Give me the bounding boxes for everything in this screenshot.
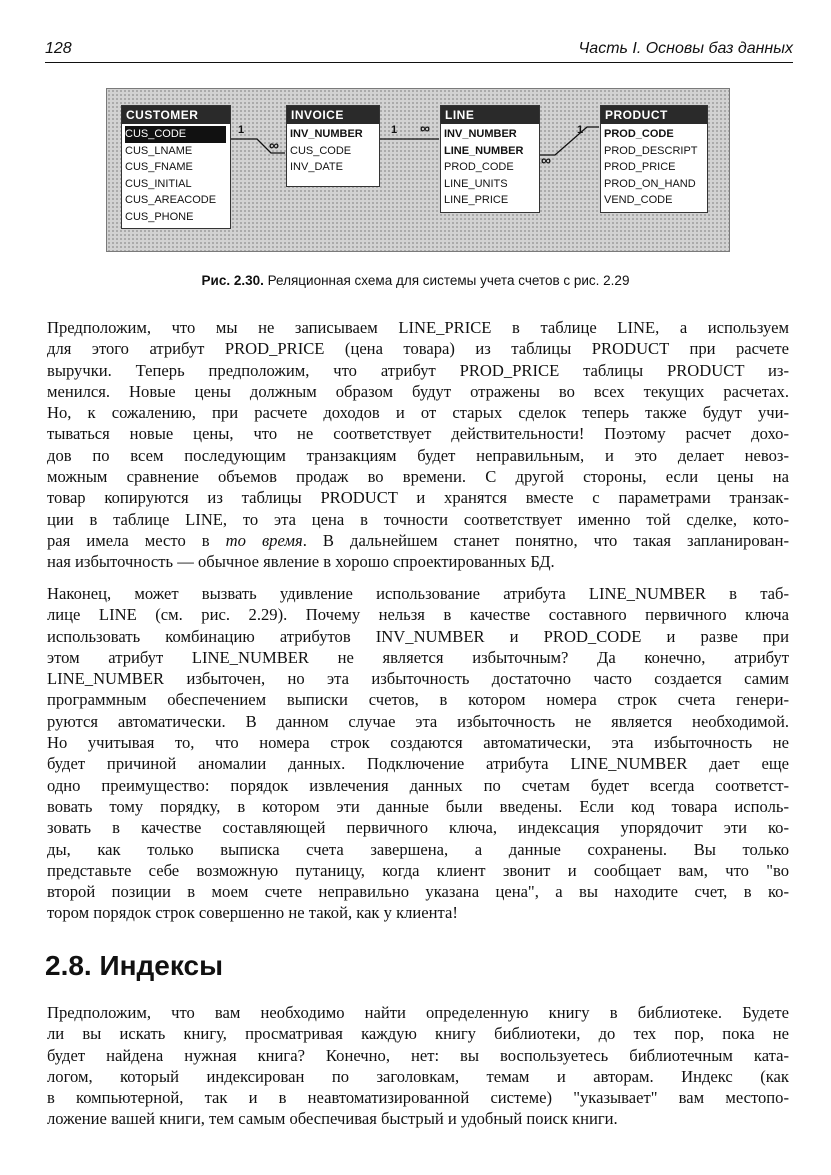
text-line: тором порядок строк совершенно не такой, как у клиента! [47, 903, 458, 923]
table-field: LINE_PRICE [444, 194, 509, 206]
italic-emphasis: то время [225, 530, 303, 550]
table-field: CUS_CODE [290, 144, 352, 157]
text-line: руются автоматически. В данном случае эта избыточность не является необходимой. [47, 711, 789, 731]
relationship-line-line-product [539, 127, 599, 155]
text-line: лице LINE (см. рис. 2.29). Почему нельзя в качестве составного первичного ключа [47, 605, 789, 625]
caption-text: Реляционная схема для системы учета счетов с рис. 2.29 [263, 273, 630, 288]
text-line: дов по всем последующим транзакциям будет неправильным, и это делает невоз- [47, 445, 789, 465]
text-line: этом атрибут LINE_NUMBER не является избыточным? Да конечно, атрибут [47, 647, 789, 667]
table-field: PROD_ON_HAND [604, 177, 696, 190]
rel-one-label: 1 [577, 124, 584, 136]
table-invoice [286, 105, 380, 187]
text-line: программным обеспечением выписки счетов, в котором номера строк счета генери- [47, 690, 789, 710]
text-line: в компьютерной, так и в неавтоматизированной системе) "указывает" вам местопо- [47, 1088, 789, 1108]
text-line: будет найдена нужная книга? Конечно, нет: вы воспользуетесь библиотечным ката- [47, 1045, 789, 1065]
text-line: использовать комбинацию атрибутов INV_NUMBER и PROD_CODE и разве при [47, 626, 789, 646]
relational-schema-figure [106, 88, 730, 252]
table-customer [121, 105, 231, 229]
table-field: CUS_LNAME [125, 144, 193, 157]
paragraph-line-number [47, 583, 789, 924]
chapter-title: Часть I. Основы баз данных [578, 40, 793, 57]
table-field: PROD_CODE [444, 161, 514, 173]
table-field: INV_DATE [290, 161, 343, 173]
text-line: Предположим, что мы не записываем LINE_PRICE в таблице LINE, а используем [47, 318, 789, 337]
table-field: PROD_DESCRIPT [604, 144, 698, 157]
text-line: ли вы искать книгу, просматривая каждую книгу библиотеки, до тех пор, пока не [47, 1024, 789, 1044]
text-line: Предположим, что вам необходимо найти определенную книгу в библиотеке. Будете [47, 1003, 789, 1022]
table-field: CUS_CODE [125, 126, 226, 143]
text-line [47, 530, 789, 551]
table-field: CUS_AREACODE [125, 194, 217, 206]
text-line: ная избыточность — обычное явление в хорошо спроектированных БД. [47, 552, 555, 572]
table-title: LINE [441, 106, 539, 124]
table-title: CUSTOMER [122, 106, 230, 124]
table-title: INVOICE [287, 106, 379, 124]
text-line: товар копируются из таблицы PRODUCT и хранятся вместе с параметрами транзак- [47, 488, 789, 508]
text-line: ции в таблице LINE, то эта цена в точности соответствует именно той сделке, кото- [47, 509, 789, 529]
rel-one-label: 1 [238, 124, 245, 136]
table-field: CUS_PHONE [125, 210, 194, 223]
paragraph-planned-redundancy [47, 317, 789, 573]
table-title: PRODUCT [601, 106, 707, 124]
text-line: будет причиной аномалии данных. Подключение атрибута LINE_NUMBER дает еще [47, 754, 789, 774]
text-line: менился. Новые цены должным образом будут отражены во всех текущих расчетах. [47, 381, 789, 401]
paragraph-indexes [47, 1002, 789, 1130]
page-number: 128 [45, 40, 72, 57]
text-line: для этого атрибут PROD_PRICE (цена товара) из таблицы PRODUCT при расчете [47, 339, 789, 359]
text-line: ды, как только выписка счета завершена, а данные сохранены. Вы только [47, 839, 789, 859]
text-line: второй позиции в моем счете неправильно указана цена", а вы находите счет, в ко- [47, 882, 789, 902]
text-line: одно преимущество: порядок извлечения данных по счетам будет всегда соответст- [47, 775, 789, 795]
table-field: INV_NUMBER [444, 128, 517, 140]
table-product [600, 105, 708, 213]
figure-caption [0, 273, 831, 288]
text-line: вовать тому порядку, в котором эти данные были введены. Если код товара исполь- [47, 796, 789, 816]
text-line: логом, который индексирован по заголовкам, темам и авторам. Индекс (как [47, 1066, 789, 1086]
table-line [440, 105, 540, 213]
rel-one-label: 1 [391, 124, 398, 136]
section-heading: 2.8. Индексы [45, 950, 223, 981]
text-line: выручки. Теперь предположим, что атрибут PROD_PRICE таблицы PRODUCT из- [47, 360, 789, 380]
text-line: LINE_NUMBER избыточен, но эта избыточность достаточно часто создается самим [47, 669, 789, 689]
table-field: LINE_NUMBER [444, 144, 524, 157]
text-line: ложение вашей книги, тем самым обеспечивая быстрый и удобный поиск книги. [47, 1109, 618, 1129]
text-line: можным сравнение объемов продаж во времени. С другой стороны, если цены на [47, 467, 789, 487]
text-line: зовать в качестве составляющей первичного ключа, индексация упорядочит эти ко- [47, 818, 789, 838]
table-field: VEND_CODE [604, 194, 673, 206]
table-field: CUS_INITIAL [125, 177, 192, 190]
text-line: тываться новые цены, что не соответствует действительности! Поэтому расчет дохо- [47, 424, 789, 444]
table-field: CUS_FNAME [125, 161, 193, 173]
table-field: PROD_CODE [604, 128, 674, 140]
table-field: LINE_UNITS [444, 177, 508, 190]
text-line: Но учитывая то, что номера строк создаются автоматически, эта избыточность не [47, 733, 789, 753]
rel-many-label: ∞ [420, 120, 430, 136]
text-line: представьте себе возможную путаницу, когда клиент звонит и сообщает вам, что "во [47, 860, 789, 880]
rel-many-label: ∞ [269, 137, 279, 153]
table-field: PROD_PRICE [604, 161, 676, 173]
caption-label: Рис. 2.30. [201, 273, 264, 288]
rel-many-label: ∞ [541, 152, 551, 168]
text-line: Наконец, может вызвать удивление использование атрибута LINE_NUMBER в таб- [47, 584, 789, 603]
text-line: Но, к сожалению, при расчете доходов и от старых сделок теперь также будут учи- [47, 403, 789, 423]
text-segment: рая имела место в [47, 530, 226, 550]
running-header [45, 40, 793, 63]
text-segment: . В дальнейшем станет понятно, что такая запланирован- [302, 530, 790, 550]
table-field: INV_NUMBER [290, 128, 363, 140]
